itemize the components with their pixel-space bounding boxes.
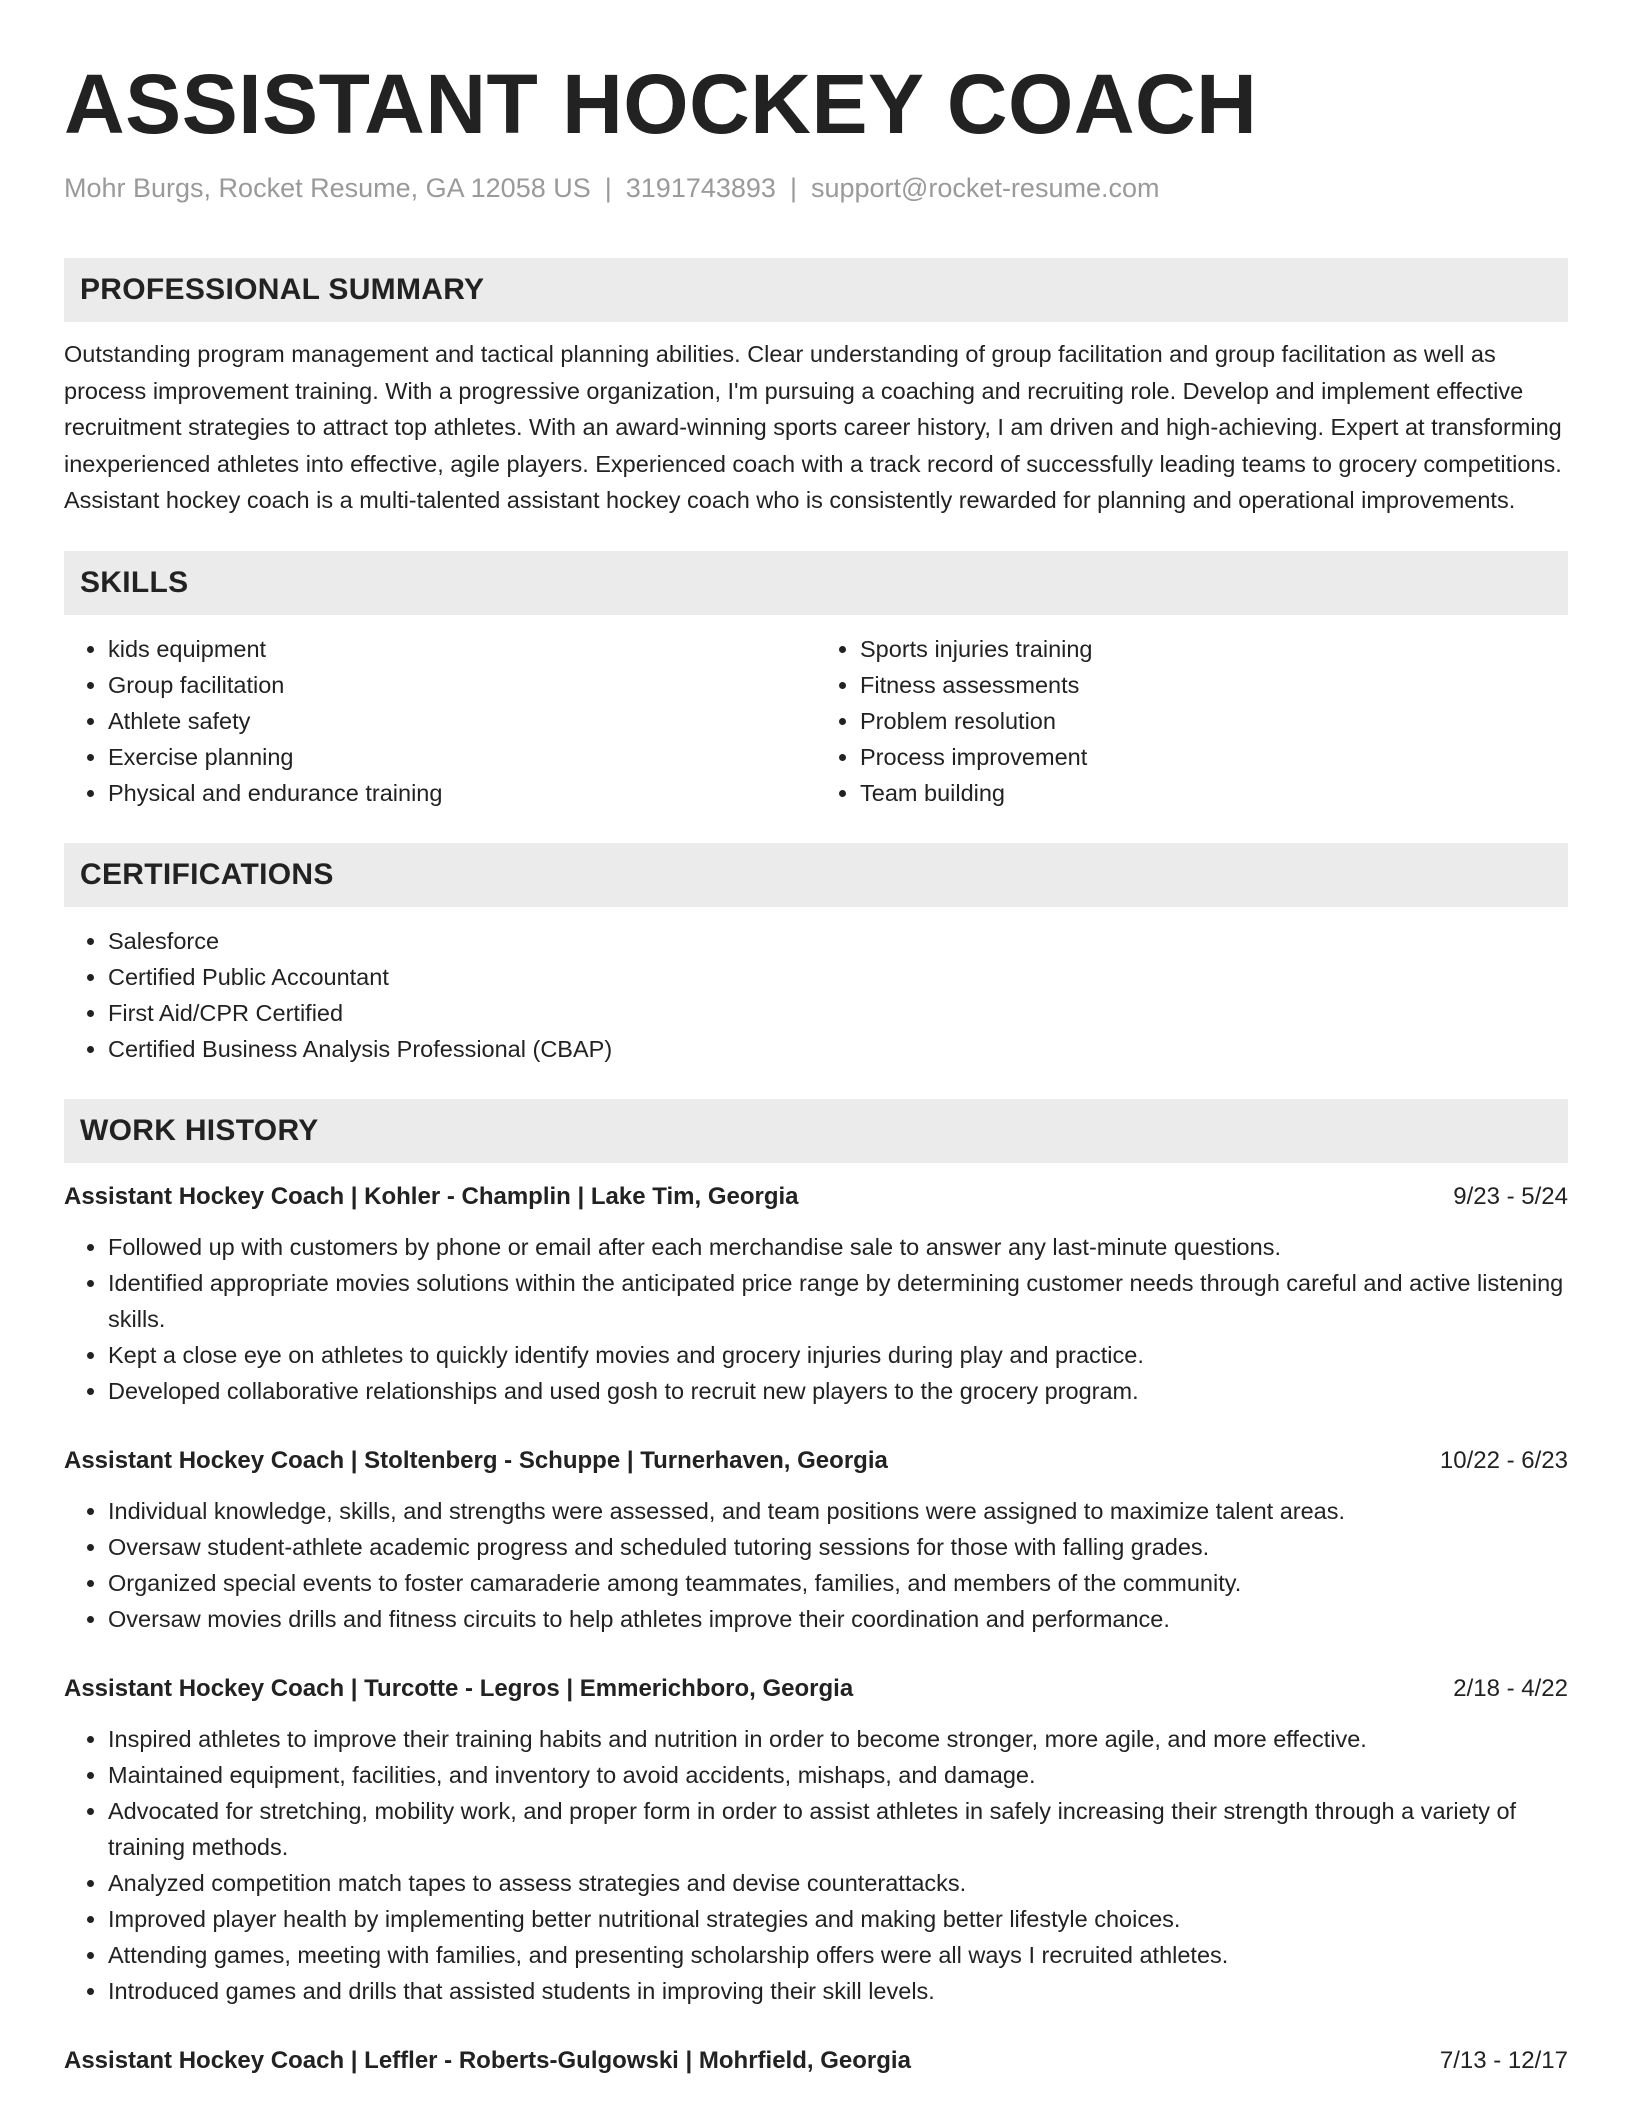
contact-separator: |	[789, 173, 797, 203]
job-entry	[64, 1443, 1568, 1637]
job-entry	[64, 2043, 1568, 2079]
job-bullet: • Identified appropriate movies solutions within the anticipated price range by determining customer needs through careful and active listening skills.	[108, 1265, 1568, 1337]
job-bullet: • Inspired athletes to improve their training habits and nutrition in order to become stronger, more agile, and more effective.	[108, 1721, 1568, 1757]
certifications-list	[64, 923, 1568, 1067]
skills-section	[64, 551, 1568, 811]
skill-item: • Group facilitation	[108, 667, 816, 703]
job-bullet: • Advocated for stretching, mobility work, and proper form in order to assist athletes in safely increasing their strength through a variety of training methods.	[108, 1793, 1568, 1865]
contact-phone: 3191743893	[625, 173, 776, 203]
job-bullet: • Developed collaborative relationships and used gosh to recruit new players to the grocery program.	[108, 1373, 1568, 1409]
job-bullet: • Introduced games and drills that assisted students in improving their skill levels.	[108, 1973, 1568, 2009]
professional-summary-section	[64, 258, 1568, 519]
summary-text: Outstanding program management and tactical planning abilities. Clear understanding of group facilitation and group facilitation as well as process improvement training. With a progressive organization, I'm pursuing a coaching and recruiting role. Develop and implement effective recruitment strategies to attract top athletes. With an award-winning sports career history, I am driven and high-achieving. Expert at transforming inexperienced athletes into effective, agile players. Experienced coach with a track record of successfully leading teams to grocery competitions. Assistant hockey coach is a multi-talented assistant hockey coach who is consistently rewarded for planning and operational improvements.	[64, 341, 1562, 513]
skill-item: • Exercise planning	[108, 739, 816, 775]
job-entry	[64, 1179, 1568, 1409]
job-bullet: • Analyzed competition match tapes to assess strategies and devise counterattacks.	[108, 1865, 1568, 1901]
job-dates: 7/13 - 12/17	[1439, 2046, 1568, 2074]
job-bullet: • Oversaw student-athlete academic progress and scheduled tutoring sessions for those with falling grades.	[108, 1529, 1568, 1565]
job-bullet: • Followed up with customers by phone or email after each merchandise sale to answer any last-minute questions.	[108, 1229, 1568, 1265]
job-bullets	[64, 1229, 1568, 1409]
certifications-section	[64, 843, 1568, 1067]
job-bullets	[64, 1721, 1568, 2009]
work-history-section	[64, 1099, 1568, 2079]
section-heading: PROFESSIONAL SUMMARY	[64, 258, 1568, 322]
section-heading: CERTIFICATIONS	[64, 843, 1568, 907]
job-entry	[64, 1671, 1568, 2009]
skill-item: • Physical and endurance training	[108, 775, 816, 811]
job-header	[64, 1179, 1568, 1215]
skills-list-right	[816, 631, 1568, 811]
job-title: Assistant Hockey Coach | Kohler - Champlin | Lake Tim, Georgia	[64, 1182, 799, 1210]
contact-separator: |	[604, 173, 612, 203]
job-bullet: • Maintained equipment, facilities, and inventory to avoid accidents, mishaps, and damage.	[108, 1757, 1568, 1793]
job-title: Assistant Hockey Coach | Stoltenberg - Schuppe | Turnerhaven, Georgia	[64, 1446, 888, 1474]
job-bullet: • Kept a close eye on athletes to quickly identify movies and grocery injuries during play and practice.	[108, 1337, 1568, 1373]
job-dates: 9/23 - 5/24	[1453, 1182, 1568, 1210]
job-bullet: • Organized special events to foster camaraderie among teammates, families, and members of the community.	[108, 1565, 1568, 1601]
job-bullet: • Individual knowledge, skills, and strengths were assessed, and team positions were assigned to maximize talent areas.	[108, 1493, 1568, 1529]
job-header	[64, 1443, 1568, 1479]
skill-item: • Fitness assessments	[860, 667, 1568, 703]
contact-address: Mohr Burgs, Rocket Resume, GA 12058 US	[64, 173, 591, 203]
job-bullet: • Attending games, meeting with families, and presenting scholarship offers were all ways I recruited athletes.	[108, 1937, 1568, 1973]
skill-item: • kids equipment	[108, 631, 816, 667]
contact-email: support@rocket-resume.com	[810, 173, 1160, 203]
skill-item: • Team building	[860, 775, 1568, 811]
certification-item: • First Aid/CPR Certified	[108, 995, 1568, 1031]
skill-item: • Problem resolution	[860, 703, 1568, 739]
section-heading: WORK HISTORY	[64, 1099, 1568, 1163]
section-heading: SKILLS	[64, 551, 1568, 615]
job-bullet: • Improved player health by implementing better nutritional strategies and making better lifestyle choices.	[108, 1901, 1568, 1937]
skills-list-left	[64, 631, 816, 811]
job-title: Assistant Hockey Coach | Turcotte - Legros | Emmerichboro, Georgia	[64, 1674, 854, 1702]
candidate-name: ASSISTANT HOCKEY COACH	[64, 57, 1258, 151]
contact-line	[64, 170, 1568, 206]
resume-page	[64, 0, 1568, 2079]
certification-item: • Certified Public Accountant	[108, 959, 1568, 995]
job-title: Assistant Hockey Coach | Leffler - Roberts-Gulgowski | Mohrfield, Georgia	[64, 2046, 911, 2074]
certification-item: • Salesforce	[108, 923, 1568, 959]
job-header	[64, 2043, 1568, 2079]
skill-item: • Sports injuries training	[860, 631, 1568, 667]
skill-item: • Process improvement	[860, 739, 1568, 775]
skills-columns	[64, 631, 1568, 811]
job-bullet: • Oversaw movies drills and fitness circuits to help athletes improve their coordination and performance.	[108, 1601, 1568, 1637]
certification-item: • Certified Business Analysis Professional (CBAP)	[108, 1031, 1568, 1067]
job-header	[64, 1671, 1568, 1707]
job-bullets	[64, 1493, 1568, 1637]
job-dates: 2/18 - 4/22	[1453, 1674, 1568, 1702]
skill-item: • Athlete safety	[108, 703, 816, 739]
job-dates: 10/22 - 6/23	[1439, 1446, 1568, 1474]
